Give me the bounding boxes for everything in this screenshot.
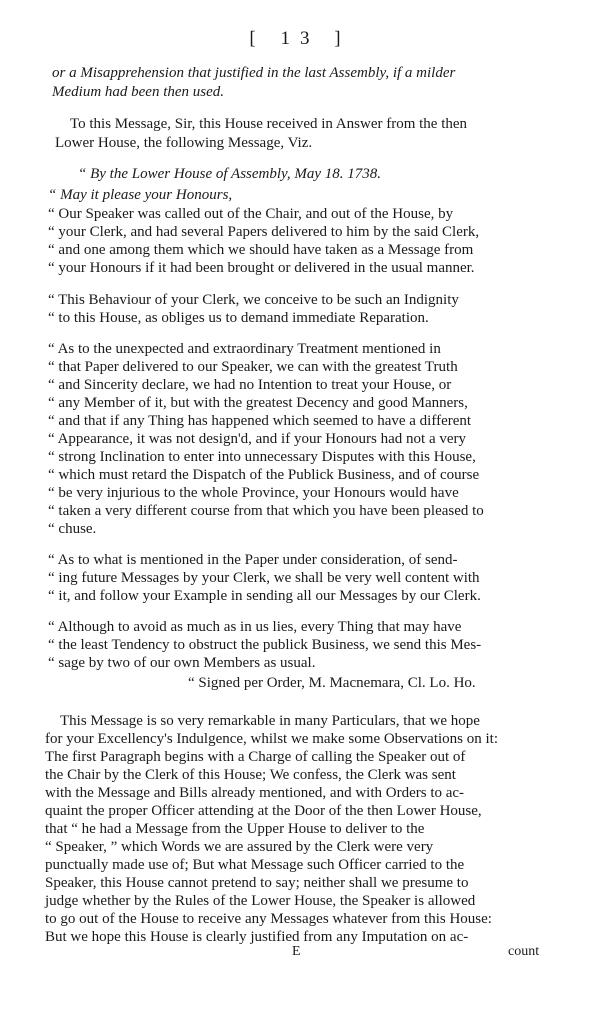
paragraph-line: “ that Paper delivered to our Speaker, we can with the greatest Truth (48, 359, 458, 375)
paragraph-line: “ and one among them which we should have taken as a Message from (48, 242, 474, 258)
paragraph-line: to go out of the House to receive any Messages whatever from this House: (45, 911, 492, 927)
paragraph-line: for your Excellency's Indulgence, whilst we make some Observations on it: (45, 731, 499, 747)
lead-line: Lower House, the following Message, Viz. (55, 135, 313, 151)
catchword: count (508, 944, 540, 959)
signature-line: “ Signed per Order, M. Macnemara, Cl. Lo. Ho. (188, 675, 476, 691)
paragraph-line: “ which must retard the Dispatch of the Publick Business, and of course (48, 467, 480, 483)
paragraph-line: The first Paragraph begins with a Charge of calling the Speaker out of (45, 749, 466, 765)
paragraph-line: “ and that if any Thing has happened which seemed to have a different (48, 413, 472, 429)
page-number: [ 13 ] (249, 28, 351, 49)
paragraph-line: “ taken a very different course from that which you have been pleased to (48, 503, 484, 519)
paragraph-line: “ your Honours if it had been brought or delivered in the usual manner. (48, 260, 475, 276)
paragraph-line: “ to this House, as obliges us to demand immediate Reparation. (48, 310, 429, 326)
paragraph-line: judge whether by the Rules of the Lower House, the Speaker is allowed (45, 893, 476, 909)
paragraph-line: “ Appearance, it was not design'd, and if your Honours had not a very (48, 431, 467, 447)
paragraph-line: “ strong Inclination to enter into unnecessary Disputes with this House, (48, 449, 476, 465)
paragraph-line: the Chair by the Clerk of this House; We confess, the Clerk was sent (45, 767, 456, 783)
paragraph-line: “ chuse. (48, 521, 97, 537)
paragraph-line: “ ing future Messages by your Clerk, we shall be very well content with (48, 570, 480, 586)
paragraph-line: “ Although to avoid as much as in us lies, every Thing that may have (48, 619, 462, 635)
intro-line: or a Misapprehension that justified in the last Assembly, if a milder (52, 65, 456, 81)
paragraph-line: “ and Sincerity declare, we had no Intention to treat your House, or (48, 377, 452, 393)
paragraph-line: This Message is so very remarkable in many Particulars, that we hope (60, 713, 480, 729)
paragraph-line: punctually made use of; But what Message such Officer carried to the (45, 857, 465, 873)
paragraph-line: quaint the proper Officer attending at the Door of the then Lower House, (45, 803, 482, 819)
paragraph-line: “ be very injurious to the whole Province, your Honours would have (48, 485, 459, 501)
paragraph-line: “ it, and follow your Example in sending all our Messages by our Clerk. (48, 588, 481, 604)
paragraph-line: “ the least Tendency to obstruct the publick Business, we send this Mes- (48, 637, 482, 653)
paragraph-line: “ your Clerk, and had several Papers delivered to him by the said Clerk, (48, 224, 480, 240)
paragraph-line: with the Message and Bills already mentioned, and with Orders to ac- (45, 785, 465, 801)
lead-line: To this Message, Sir, this House received in Answer from the then (70, 116, 468, 132)
paragraph-line: “ Our Speaker was called out of the Chair, and out of the House, by (48, 206, 454, 222)
salutation: “ May it please your Honours, (48, 187, 233, 203)
intro-line: Medium had been then used. (52, 84, 225, 100)
paragraph-line: “ As to what is mentioned in the Paper under consideration, of send- (48, 552, 458, 568)
paragraph-line: that “ he had a Message from the Upper House to deliver to the (45, 821, 425, 837)
paragraph-line: “ sage by two of our own Members as usual. (48, 655, 316, 671)
paragraph-line: “ As to the unexpected and extraordinary Treatment mentioned in (48, 341, 441, 357)
message-heading: “ By the Lower House of Assembly, May 18. 1738. (78, 166, 382, 182)
paragraph-line: “ This Behaviour of your Clerk, we conceive to be such an Indignity (48, 292, 459, 308)
paragraph-line: But we hope this House is clearly justified from any Imputation on ac- (45, 929, 469, 945)
paragraph-line: “ any Member of it, but with the greatest Decency and good Manners, (48, 395, 468, 411)
paragraph-line: “ Speaker, ” which Words we are assured by the Clerk were very (45, 839, 434, 855)
paragraph-line: Speaker, this House cannot pretend to say; neither shall we presume to (45, 875, 469, 891)
signature-mark: E (292, 944, 301, 959)
